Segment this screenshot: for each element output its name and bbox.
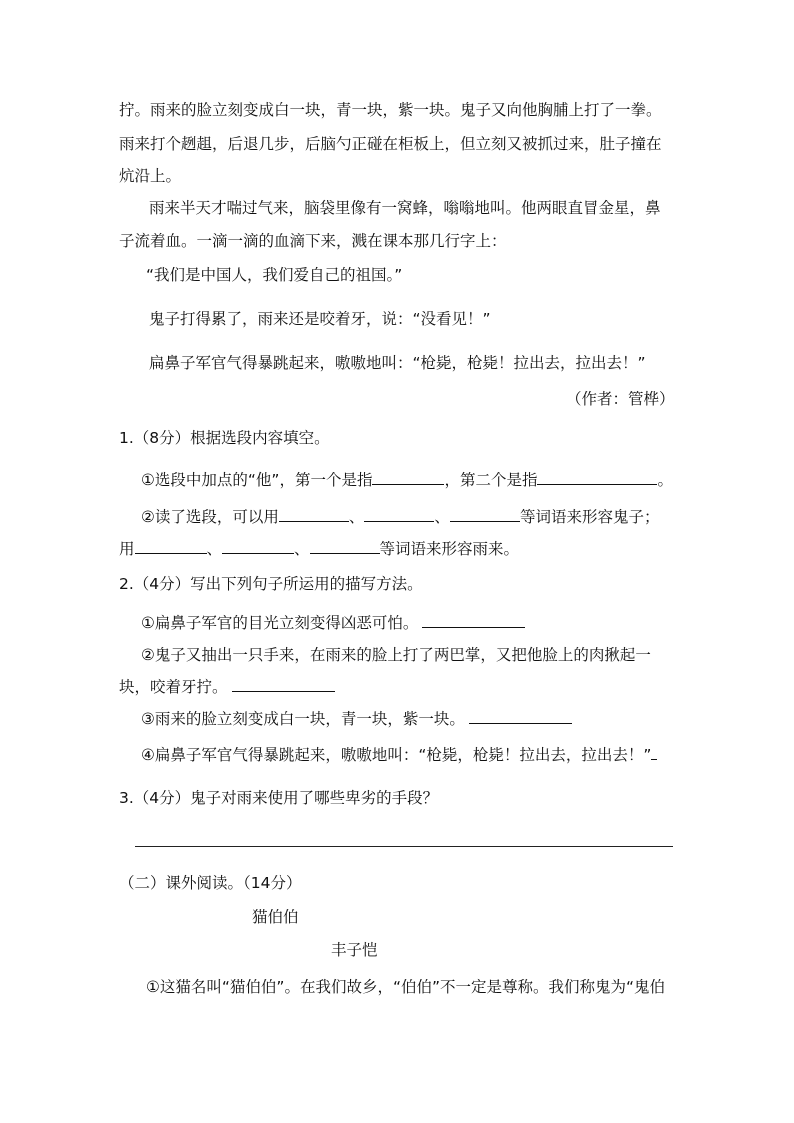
passage-line-4: 雨来半天才喘过气来，脑袋里像有一窝蜂，嗡嗡地叫。他两眼直冒金星，鼻 (149, 199, 661, 217)
q1-blank-8[interactable] (310, 538, 380, 554)
part2-paragraph-1: ①这猫名叫“猫伯伯”。在我们故乡，“伯伯”不一定是尊称。我们称鬼为“鬼伯 (146, 978, 666, 996)
q1-stem: 1.（8分）根据选段内容填空。 (119, 429, 330, 447)
q2-item-2-cont-text: 块，咬着牙拧。 (119, 678, 228, 696)
q2-item-2: ②鬼子又抽出一只手来，在雨来的脸上打了两巴掌，又把他脸上的肉揪起一 (141, 646, 651, 664)
q2-item-4-text: ④扁鼻子军官气得暴跳起来，嗷嗷地叫：“枪毙，枪毙！拉出去，拉出去！” (141, 746, 652, 764)
part2-heading: （二）课外阅读。（14分） (119, 874, 302, 892)
q2-item-3 (141, 708, 572, 729)
q1-item-1-mid: ，第二个是指 (444, 471, 538, 489)
q2-blank-2[interactable] (232, 676, 335, 692)
q1-item-2-suffix2: 等词语来形容雨来。 (379, 540, 520, 558)
q2-item-4 (141, 744, 657, 765)
q1-blank-6[interactable] (135, 538, 207, 554)
q2-blank-1[interactable] (422, 612, 525, 628)
passage-author: （作者：管桦） (566, 390, 675, 408)
passage-line-5: 子流着血。一滴一滴的血滴下来，溅在课本那几行字上： (119, 232, 507, 250)
q1-blank-4[interactable] (364, 506, 434, 522)
part2-title: 猫伯伯 (252, 908, 299, 926)
passage-line-2: 雨来打个趔趄，后退几步，后脑勺正碰在柜板上，但立刻又被抓过来，肚子撞在 (119, 135, 662, 153)
q1-item-2-prefix: ②读了选段，可以用 (141, 508, 279, 526)
q1-blank-5[interactable] (450, 506, 520, 522)
q2-blank-3[interactable] (469, 708, 572, 724)
q1-item-2-suffix: 等词语来形容鬼子； (519, 508, 660, 526)
q1-sep-2: 、 (434, 508, 450, 526)
q1-item-2-cont (119, 538, 519, 559)
q1-sep-1: 、 (348, 508, 365, 526)
q1-blank-3[interactable] (279, 506, 349, 522)
passage-line-6: “我们是中国人，我们爱自己的祖国。” (146, 266, 403, 284)
q1-blank-1[interactable] (372, 469, 444, 485)
q2-item-3-text: ③雨来的脸立刻变成白一块，青一块，紫一块。 (141, 710, 465, 728)
q2-item-2-cont (119, 676, 335, 697)
q1-item-2-prefix2: 用 (119, 540, 135, 558)
q2-item-1-text: ①扁鼻子军官的目光立刻变得凶恶可怕。 (141, 614, 419, 632)
q2-item-1 (141, 612, 525, 633)
passage-line-3: 炕沿上。 (119, 167, 182, 185)
q1-blank-7[interactable] (222, 538, 294, 554)
q2-blank-4[interactable] (651, 744, 657, 760)
q1-item-1 (141, 469, 673, 490)
q1-sep-4: 、 (294, 540, 310, 558)
q1-blank-2[interactable] (537, 469, 657, 485)
q2-stem: 2.（4分）写出下列句子所运用的描写方法。 (119, 575, 423, 593)
part2-author: 丰子恺 (331, 941, 378, 959)
passage-line-7: 鬼子打得累了，雨来还是咬着牙，说：“没看见！” (149, 310, 491, 328)
q1-item-1-prefix: ①选段中加点的“他”，第一个是指 (141, 471, 373, 489)
q1-sep-3: 、 (206, 540, 223, 558)
passage-line-8: 扁鼻子军官气得暴跳起来，嗷嗷地叫：“枪毙，枪毙！拉出去，拉出去！” (149, 354, 646, 372)
q3-stem: 3.（4分）鬼子对雨来使用了哪些卑劣的手段？ (119, 789, 439, 807)
q1-item-1-end: 。 (657, 471, 673, 489)
q1-item-2 (141, 506, 659, 527)
passage-line-1: 拧。雨来的脸立刻变成白一块，青一块，紫一块。鬼子又向他胸脯上打了一拳。 (119, 101, 662, 119)
q3-answer-line[interactable] (135, 846, 673, 847)
